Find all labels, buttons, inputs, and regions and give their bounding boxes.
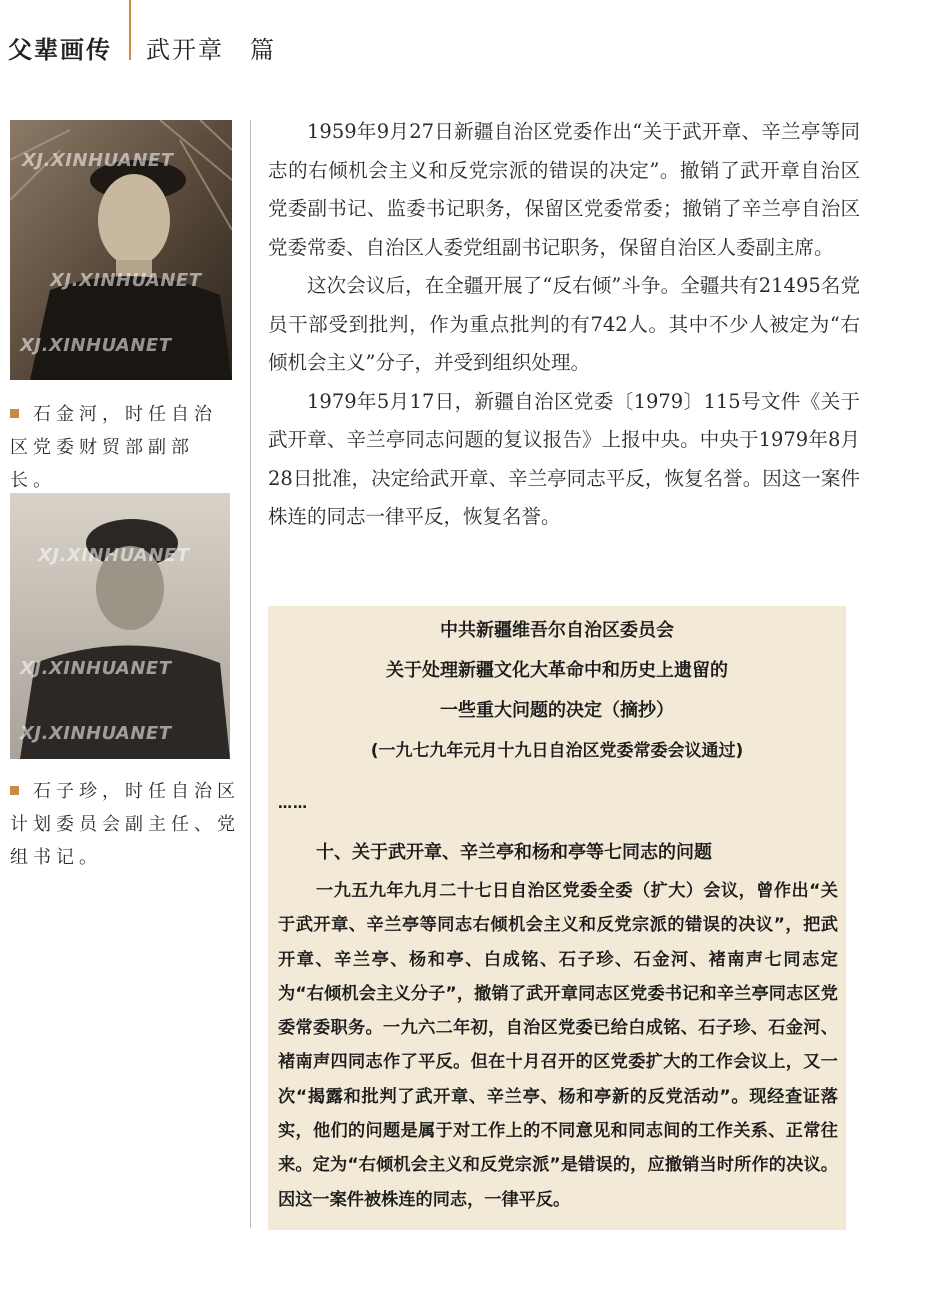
document-title-line: 中共新疆维吾尔自治区委员会 — [440, 620, 674, 641]
body-paragraph: 这次会议后，在全疆开展了“反右倾”斗争。全疆共有21495名党员干部受到批判，作为重点批判的有742人。其中不少人被定为“右倾机会主义”分子，并受到组织处理。 — [268, 274, 860, 374]
scanned-document — [268, 606, 846, 1230]
page-header — [0, 0, 943, 64]
header-divider — [129, 0, 131, 60]
article-body — [268, 113, 860, 537]
photo-caption: 石金河，时任自治区党委财贸部副部长。 — [10, 404, 217, 491]
series-title: 父辈画传 — [8, 36, 112, 64]
portrait-photo-shi-jinhe — [10, 120, 232, 380]
document-ellipsis: …… — [278, 796, 308, 812]
document-section-heading: 十、关于武开章、辛兰亭和杨和亭等七同志的问题 — [316, 842, 712, 863]
watermark: XJ.XINHUANET — [20, 335, 172, 356]
watermark: XJ.XINHUANET — [20, 658, 172, 679]
portrait-photo-shi-zizhen — [10, 493, 230, 759]
watermark: XJ.XINHUANET — [22, 150, 174, 171]
bullet-square-icon — [10, 786, 19, 795]
document-paragraph: 一九五九年九月二十七日自治区党委全委（扩大）会议，曾作出“关于武开章、辛兰亭等同志右倾机会主义和反党宗派的错误的决议”，把武开章、辛兰亭、杨和亭、白成铭、石子珍、石金河、褚南声七同志定为“右倾机会主义分子”，撤销了武开章同志区党委书记和辛兰亭同志区党委常委职务。一九六二年初，自治区党委已给白成铭、石子珍、石金河、褚南声四同志作了平反。但在十月召开的区党委扩大的工作会议上，又一次“揭露和批判了武开章、辛兰亭、杨和亭新的反党活动”。现经查证落实，他们的问题是属于对工作上的不同意见和同志间的工作关系、正常往来。定为“右倾机会主义和反党宗派”是错误的，应撤销当时所作的决议。因这一案件被株连的同志，一律平反。 — [278, 881, 838, 1210]
watermark: XJ.XINHUANET — [50, 270, 202, 291]
chapter-title: 武开章 篇 — [146, 36, 276, 64]
watermark: XJ.XINHUANET — [20, 723, 172, 744]
document-title-line: 关于处理新疆文化大革命中和历史上遗留的 — [386, 660, 728, 681]
column-divider — [250, 120, 251, 1228]
document-title-line: (一九七九年元月十九日自治区党委常委会议通过) — [370, 741, 744, 761]
body-paragraph: 1979年5月17日，新疆自治区党委〔1979〕115号文件《关于武开章、辛兰亭同志问题的复议报告》上报中央。中央于1979年8月28日批准，决定给武开章、辛兰亭同志平反，恢复名誉。因这一案件株连的同志一律平反，恢复名誉。 — [268, 389, 860, 528]
watermark: XJ.XINHUANET — [38, 545, 190, 566]
body-paragraph: 1959年9月27日新疆自治区党委作出“关于武开章、辛兰亭等同志的右倾机会主义和反党宗派的错误的决定”。撤销了武开章自治区党委副书记、监委书记职务，保留区党委常委；撤销了辛兰亭自治区党委常委、自治区人委党组副书记职务，保留自治区人委副主席。 — [268, 120, 860, 259]
bullet-square-icon — [10, 409, 19, 418]
document-title-line: 一些重大问题的决定（摘抄） — [440, 700, 674, 721]
photo-caption: 石子珍，时任自治区计划委员会副主任、党组书记。 — [10, 781, 240, 868]
